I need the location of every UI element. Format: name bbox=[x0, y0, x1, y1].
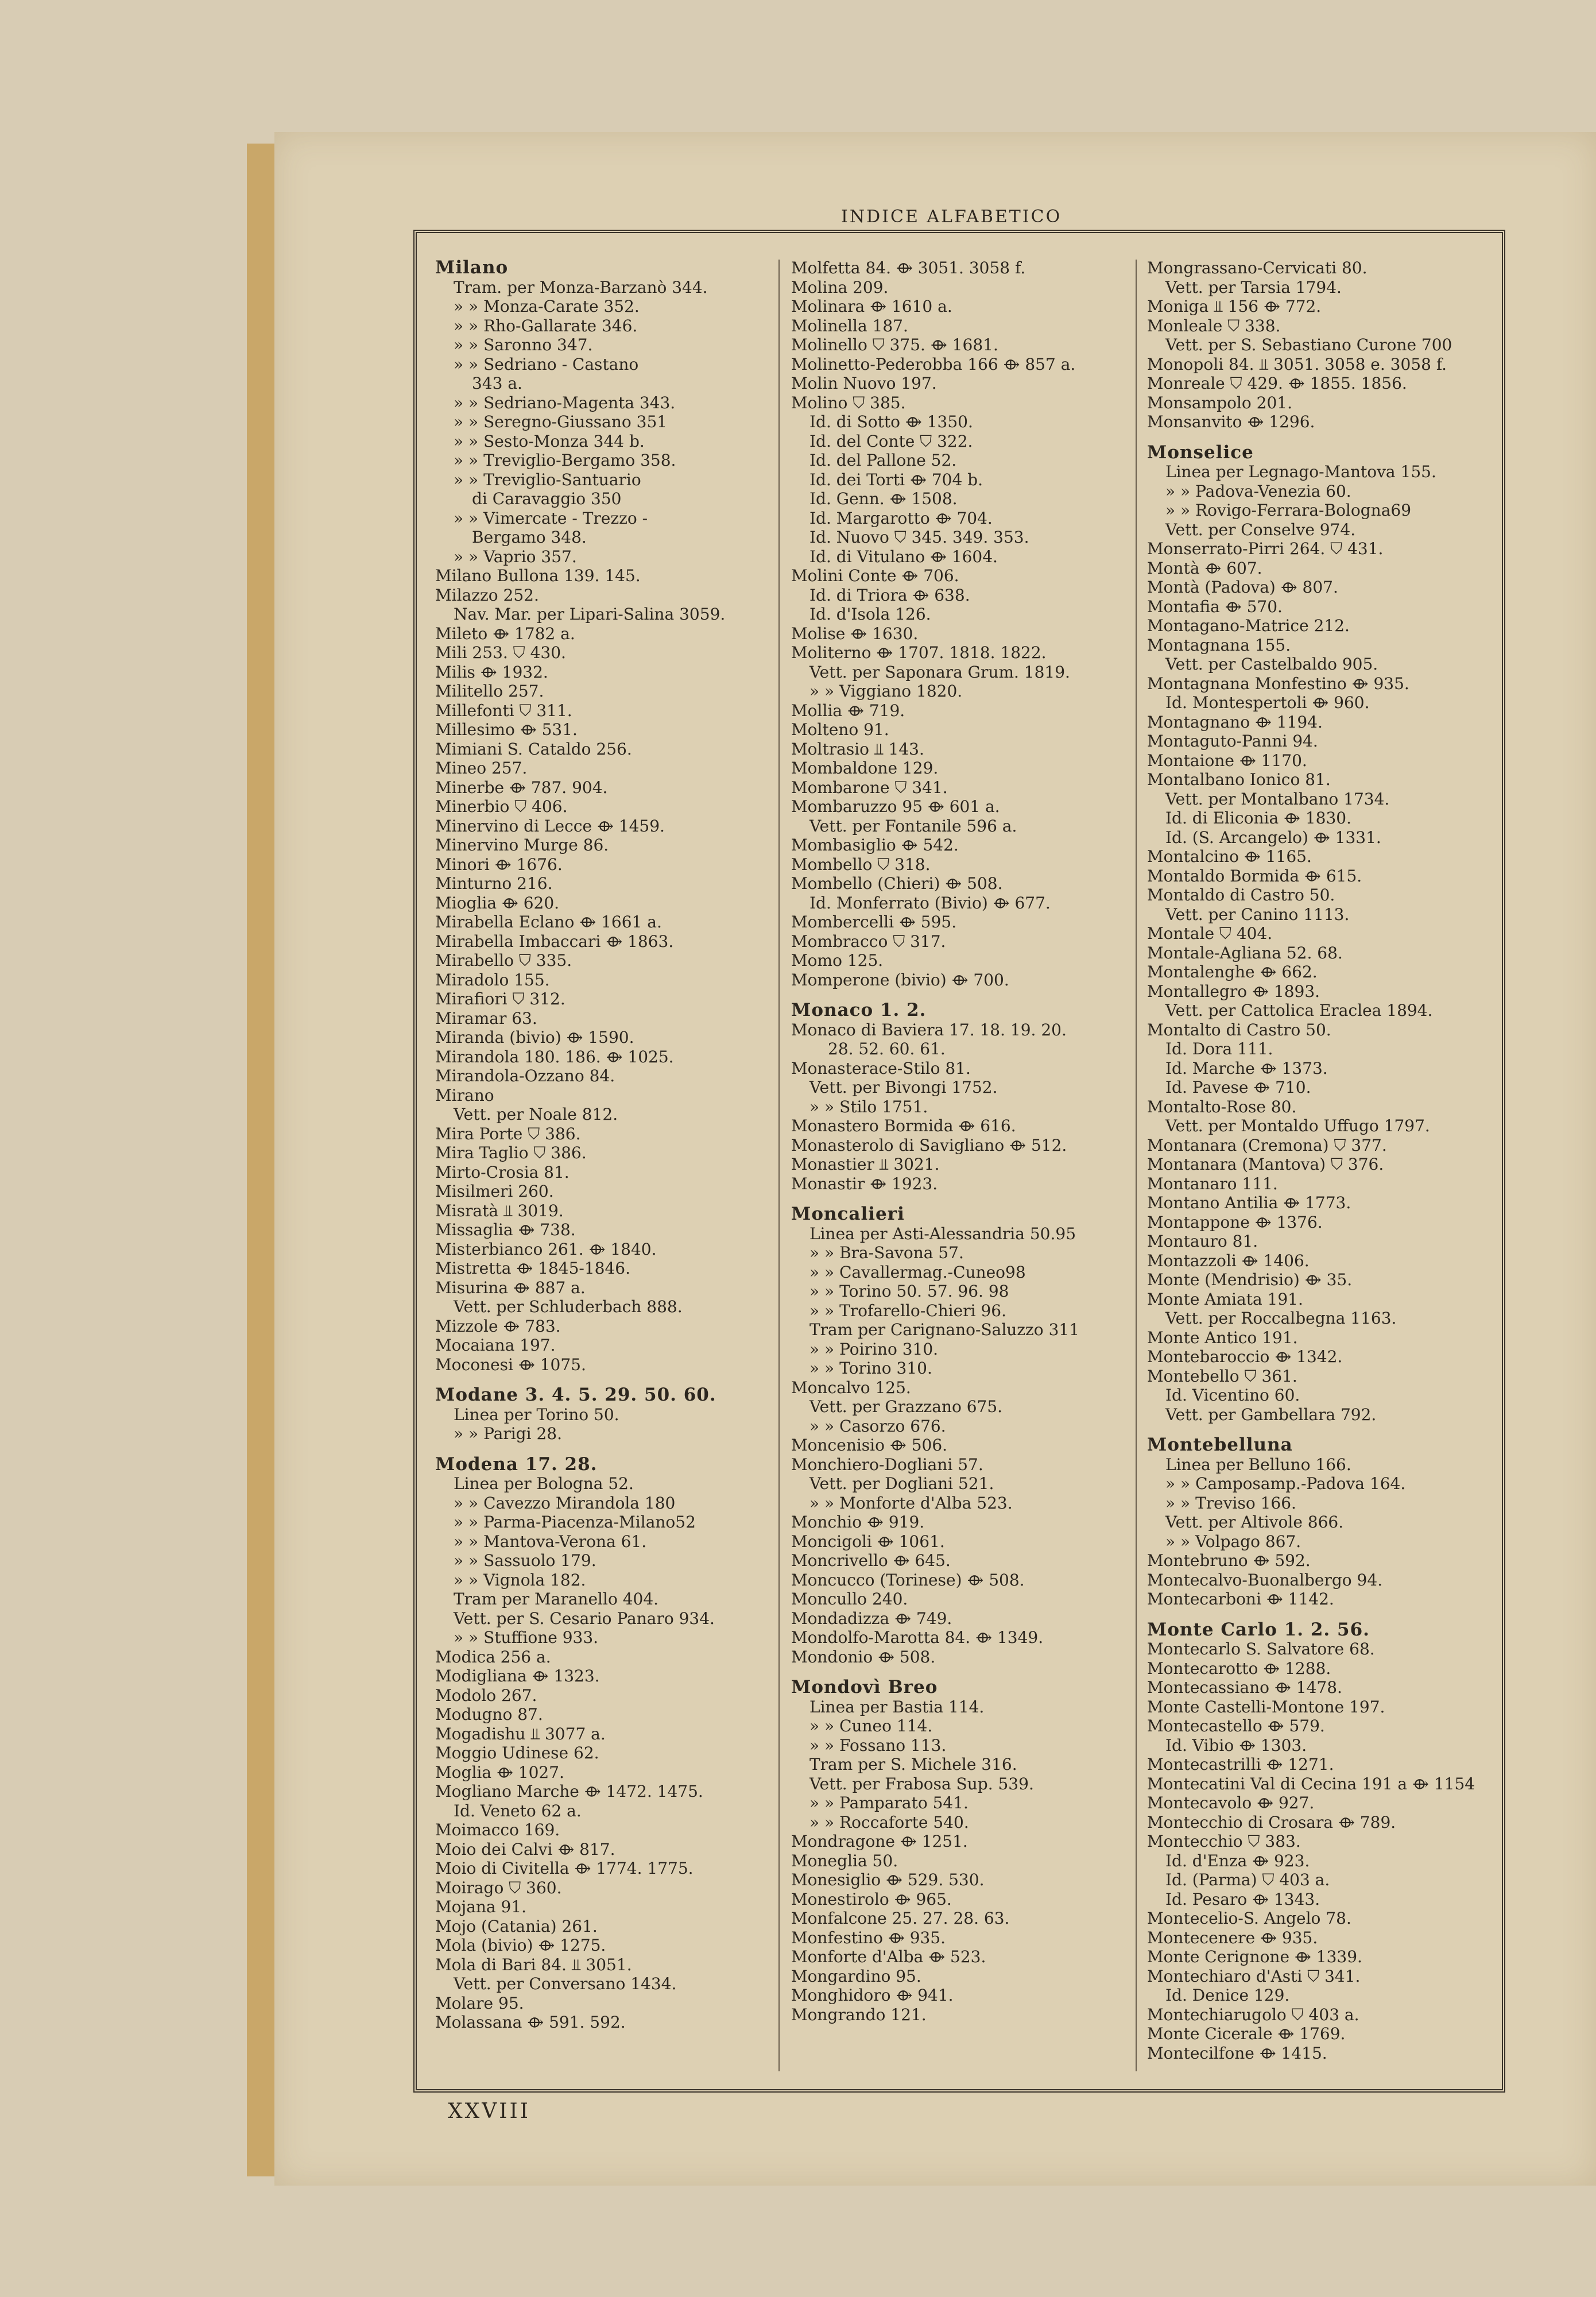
index-entry: Monsanvito ⟴ 1296. bbox=[1147, 412, 1315, 431]
index-entry: Mirabello ⛉ 335. bbox=[435, 951, 572, 970]
index-entry: Vett. per Schluderbach 888. bbox=[454, 1297, 683, 1316]
index-entry: Montecenere ⟴ 935. bbox=[1147, 1928, 1318, 1947]
index-entry: Montecarlo S. Salvatore 68. bbox=[1147, 1639, 1375, 1658]
index-entry: Montecastrilli ⟴ 1271. bbox=[1147, 1755, 1334, 1774]
index-entry: Molteno 91. bbox=[791, 720, 889, 739]
index-entry: Linea per Torino 50. bbox=[454, 1405, 619, 1424]
index-entry: Moncalvo 125. bbox=[791, 1378, 911, 1397]
index-entry: » » Sedriano-Magenta 343. bbox=[454, 393, 676, 412]
index-entry: » » Cavallermag.-Cuneo98 bbox=[809, 1262, 1026, 1282]
index-entry: Mirafiori ⛉ 312. bbox=[435, 989, 565, 1008]
index-heading: Moncalieri bbox=[791, 1205, 905, 1224]
index-entry: Montechiaro d'Asti ⛉ 341. bbox=[1147, 1966, 1361, 1986]
index-entry: Molina 209. bbox=[791, 277, 889, 297]
index-entry: Monfestino ⟴ 935. bbox=[791, 1928, 946, 1947]
index-entry: Montecastello ⟴ 579. bbox=[1147, 1716, 1325, 1735]
index-entry: Modigliana ⟴ 1323. bbox=[435, 1666, 600, 1685]
index-entry: Mollia ⟴ 719. bbox=[791, 701, 905, 720]
index-entry: Mirano bbox=[435, 1085, 494, 1105]
index-entry: Mongrassano-Cervicati 80. bbox=[1147, 258, 1368, 277]
index-entry: Mogadishu ⫫ 3077 a. bbox=[435, 1724, 606, 1743]
index-entry: Montebaroccio ⟴ 1342. bbox=[1147, 1347, 1343, 1366]
index-entry: Mombercelli ⟴ 595. bbox=[791, 912, 957, 931]
index-entry: Moniga ⫫ 156 ⟴ 772. bbox=[1147, 297, 1322, 316]
index-entry: Montafia ⟴ 570. bbox=[1147, 597, 1283, 616]
index-entry: Molassana ⟴ 591. 592. bbox=[435, 2013, 626, 2032]
index-heading: Modane 3. 4. 5. 29. 50. 60. bbox=[435, 1386, 716, 1405]
index-entry: » » Saronno 347. bbox=[454, 335, 593, 354]
index-entry: Id. d'Enza ⟴ 923. bbox=[1165, 1851, 1310, 1870]
index-entry: Moconesi ⟴ 1075. bbox=[435, 1355, 586, 1374]
index-entry: Id. di Vitulano ⟴ 1604. bbox=[809, 547, 998, 566]
index-entry: Montauro 81. bbox=[1147, 1232, 1258, 1251]
index-entry: Minerbio ⛉ 406. bbox=[435, 797, 568, 816]
index-entry: Vett. per S. Sebastiano Curone 700 bbox=[1165, 335, 1452, 354]
index-entry: » » Stilo 1751. bbox=[809, 1097, 928, 1116]
index-entry: Moncigoli ⟴ 1061. bbox=[791, 1532, 945, 1551]
index-entry: » » Padova-Venezia 60. bbox=[1165, 481, 1351, 501]
index-column-1 bbox=[435, 258, 768, 2032]
index-entry: » » Monza-Carate 352. bbox=[454, 297, 640, 316]
index-entry: Moirago ⛉ 360. bbox=[435, 1878, 562, 1897]
index-entry: Id. Vicentino 60. bbox=[1165, 1386, 1300, 1405]
index-entry: Moneglia 50. bbox=[791, 1851, 898, 1870]
index-entry: Montanara (Cremona) ⛉ 377. bbox=[1147, 1135, 1387, 1155]
index-entry: Vett. per Canino 1113. bbox=[1165, 904, 1350, 924]
index-entry: 343 a. bbox=[472, 374, 522, 393]
index-entry: Monsampolo 201. bbox=[1147, 393, 1293, 412]
index-entry: Mirandola-Ozzano 84. bbox=[435, 1066, 615, 1085]
index-heading: Modena 17. 28. bbox=[435, 1455, 598, 1474]
index-entry: Mombello (Chieri) ⟴ 508. bbox=[791, 874, 1003, 893]
index-entry: » » Volpago 867. bbox=[1165, 1532, 1301, 1551]
index-entry: Monleale ⛉ 338. bbox=[1147, 316, 1281, 335]
index-heading: Monselice bbox=[1147, 443, 1254, 462]
index-entry: Molino ⛉ 385. bbox=[791, 393, 906, 412]
index-entry: » » Cuneo 114. bbox=[809, 1716, 933, 1735]
index-entry: » » Casorzo 676. bbox=[809, 1416, 946, 1436]
index-entry: » » Stuffione 933. bbox=[454, 1628, 599, 1647]
index-entry: Id. (S. Arcangelo) ⟴ 1331. bbox=[1165, 827, 1381, 847]
index-entry: Monaco di Baviera 17. 18. 19. 20. bbox=[791, 1020, 1067, 1039]
index-entry: Mizzole ⟴ 783. bbox=[435, 1316, 561, 1336]
index-entry: Mimiani S. Cataldo 256. bbox=[435, 739, 632, 759]
index-entry: Mira Taglio ⛉ 386. bbox=[435, 1143, 587, 1162]
index-entry: Misratà ⫫ 3019. bbox=[435, 1201, 564, 1220]
index-entry: Modugno 87. bbox=[435, 1705, 543, 1724]
index-entry: » » Fossano 113. bbox=[809, 1735, 947, 1755]
index-entry: Montagnano ⟴ 1194. bbox=[1147, 712, 1323, 732]
index-entry: Milis ⟴ 1932. bbox=[435, 662, 548, 682]
index-entry: Moncucco (Torinese) ⟴ 508. bbox=[791, 1570, 1025, 1590]
index-heading: Monaco 1. 2. bbox=[791, 1001, 927, 1020]
index-entry: Mombaruzzo 95 ⟴ 601 a. bbox=[791, 797, 1000, 816]
index-column-2 bbox=[791, 258, 1127, 2024]
index-entry: Linea per Bologna 52. bbox=[454, 1474, 634, 1493]
index-entry: Montebello ⛉ 361. bbox=[1147, 1366, 1297, 1386]
index-entry: Montebruno ⟴ 592. bbox=[1147, 1551, 1311, 1570]
index-entry: Momo 125. bbox=[791, 951, 884, 970]
index-entry: » » Vignola 182. bbox=[454, 1570, 586, 1590]
index-entry: Moncenisio ⟴ 506. bbox=[791, 1436, 948, 1455]
index-entry: » » Monforte d'Alba 523. bbox=[809, 1493, 1013, 1513]
index-entry: Mojana 91. bbox=[435, 1897, 527, 1916]
index-entry: Montalbano Ionico 81. bbox=[1147, 770, 1331, 789]
index-entry: Minerbe ⟴ 787. 904. bbox=[435, 778, 608, 797]
index-entry: Montecchio ⛉ 383. bbox=[1147, 1832, 1301, 1851]
index-entry: Tram per S. Michele 316. bbox=[809, 1755, 1017, 1774]
index-entry: Montecilfone ⟴ 1415. bbox=[1147, 2043, 1327, 2063]
index-entry: Vett. per Gambellara 792. bbox=[1165, 1405, 1377, 1424]
index-entry: Mondonio ⟴ 508. bbox=[791, 1647, 936, 1666]
index-entry: Id. Montespertoli ⟴ 960. bbox=[1165, 693, 1370, 712]
index-entry: Misterbianco 261. ⟴ 1840. bbox=[435, 1239, 657, 1259]
index-entry: Montechiarugolo ⛉ 403 a. bbox=[1147, 2005, 1359, 2024]
index-entry: Montale-Agliana 52. 68. bbox=[1147, 943, 1343, 962]
index-entry: Montà ⟴ 607. bbox=[1147, 558, 1262, 578]
index-entry: » » Vaprio 357. bbox=[454, 547, 577, 566]
index-entry: » » Treviso 166. bbox=[1165, 1493, 1296, 1513]
index-entry: Vett. per Grazzano 675. bbox=[809, 1397, 1003, 1416]
index-entry: Mocaiana 197. bbox=[435, 1336, 556, 1355]
index-entry: Modolo 267. bbox=[435, 1685, 537, 1705]
index-entry: Id. (Parma) ⛉ 403 a. bbox=[1165, 1870, 1330, 1889]
index-entry: Vett. per Montalbano 1734. bbox=[1165, 789, 1390, 809]
index-entry: Mirto-Crosia 81. bbox=[435, 1162, 570, 1182]
index-entry: Monesiglio ⟴ 529. 530. bbox=[791, 1870, 985, 1889]
index-entry: Mirabella Imbaccari ⟴ 1863. bbox=[435, 931, 674, 951]
index-entry: Id. di Eliconia ⟴ 1830. bbox=[1165, 809, 1352, 827]
index-entry: Minervino Murge 86. bbox=[435, 836, 609, 854]
index-entry: Monte Amiata 191. bbox=[1147, 1289, 1303, 1309]
index-entry: Vett. per Cattolica Eraclea 1894. bbox=[1165, 1001, 1433, 1020]
index-entry: Montallegro ⟴ 1893. bbox=[1147, 981, 1320, 1001]
index-entry: Montecatini Val di Cecina 191 a ⟴ 1154 bbox=[1147, 1774, 1475, 1793]
index-entry: Molinara ⟴ 1610 a. bbox=[791, 297, 952, 316]
index-entry: Monte Castelli-Montone 197. bbox=[1147, 1697, 1385, 1716]
index-entry: Montalenghe ⟴ 662. bbox=[1147, 962, 1318, 981]
index-entry: Mira Porte ⛉ 386. bbox=[435, 1124, 581, 1143]
index-entry: Id. Pavese ⟴ 710. bbox=[1165, 1078, 1311, 1097]
index-heading: Milano bbox=[435, 258, 509, 278]
index-entry: » » Rho-Gallarate 346. bbox=[454, 316, 638, 335]
index-entry: Tram. per Monza-Barzanò 344. bbox=[454, 277, 708, 297]
index-entry: Mogliano Marche ⟴ 1472. 1475. bbox=[435, 1782, 703, 1801]
index-entry: Monte Antico 191. bbox=[1147, 1328, 1298, 1347]
index-entry: » » Seregno-Giussano 351 bbox=[454, 412, 668, 431]
index-entry: Monte (Mendrisio) ⟴ 35. bbox=[1147, 1270, 1353, 1289]
index-entry: Millesimo ⟴ 531. bbox=[435, 720, 578, 739]
index-entry: Molin Nuovo 197. bbox=[791, 374, 937, 393]
index-entry: Monasterace-Stilo 81. bbox=[791, 1058, 971, 1078]
index-entry: Monasterolo di Savigliano ⟴ 512. bbox=[791, 1135, 1067, 1155]
index-entry: » » Roccaforte 540. bbox=[809, 1812, 969, 1832]
index-entry: » » Rovigo-Ferrara-Bologna69 bbox=[1165, 501, 1412, 520]
index-entry: Misilmeri 260. bbox=[435, 1182, 554, 1201]
index-entry: 28. 52. 60. 61. bbox=[828, 1039, 946, 1058]
index-entry: Milano Bullona 139. 145. bbox=[435, 566, 641, 585]
page-number: XXVIII bbox=[448, 2099, 530, 2123]
index-entry: Vett. per Tarsia 1794. bbox=[1165, 277, 1342, 297]
column-rule bbox=[778, 260, 780, 2071]
index-entry: Montecchio di Crosara ⟴ 789. bbox=[1147, 1812, 1396, 1832]
index-entry: Monopoli 84. ⫫ 3051. 3058 e. 3058 f. bbox=[1147, 354, 1447, 374]
index-entry: Monastero Bormida ⟴ 616. bbox=[791, 1116, 1016, 1135]
index-entry: Montaione ⟴ 1170. bbox=[1147, 751, 1307, 770]
index-entry: Montale ⛉ 404. bbox=[1147, 924, 1273, 943]
index-entry: Vett. per Conselve 974. bbox=[1165, 520, 1356, 539]
index-entry: Montagnana 155. bbox=[1147, 635, 1291, 655]
index-entry: Id. Dora 111. bbox=[1165, 1039, 1273, 1058]
index-entry: Monchio ⟴ 919. bbox=[791, 1513, 925, 1532]
index-entry: Vett. per Dogliani 521. bbox=[809, 1474, 994, 1493]
index-entry: Momperone (bivio) ⟴ 700. bbox=[791, 970, 1009, 989]
index-entry: Monfalcone 25. 27. 28. 63. bbox=[791, 1909, 1010, 1928]
index-entry: Montanaro 111. bbox=[1147, 1174, 1278, 1193]
index-entry: Id. Vibio ⟴ 1303. bbox=[1165, 1735, 1307, 1755]
index-entry: Montano Antilia ⟴ 1773. bbox=[1147, 1193, 1351, 1212]
index-entry: Mondragone ⟴ 1251. bbox=[791, 1832, 968, 1851]
index-entry: Id. d'Isola 126. bbox=[809, 605, 931, 624]
index-heading: Monte Carlo 1. 2. 56. bbox=[1147, 1620, 1370, 1639]
index-entry: Vett. per Frabosa Sup. 539. bbox=[809, 1774, 1034, 1793]
index-entry: Mondolfo-Marotta 84. ⟴ 1349. bbox=[791, 1628, 1044, 1647]
index-entry: Mombarone ⛉ 341. bbox=[791, 778, 948, 797]
index-entry: » » Viggiano 1820. bbox=[809, 682, 963, 701]
index-entry: Id. Nuovo ⛉ 345. 349. 353. bbox=[809, 528, 1029, 547]
index-entry: » » Pamparato 541. bbox=[809, 1793, 969, 1812]
index-entry: » » Trofarello-Chieri 96. bbox=[809, 1301, 1006, 1320]
index-entry: Bergamo 348. bbox=[472, 528, 587, 547]
index-entry: Linea per Legnago-Mantova 155. bbox=[1165, 462, 1436, 481]
index-entry: Monastier ⫫ 3021. bbox=[791, 1155, 940, 1174]
index-entry: Mojo (Catania) 261. bbox=[435, 1916, 598, 1936]
index-entry: » » Vimercate - Trezzo - bbox=[454, 508, 648, 528]
index-entry: Montecarotto ⟴ 1288. bbox=[1147, 1658, 1331, 1678]
index-entry: Millefonti ⛉ 311. bbox=[435, 701, 572, 720]
index-entry: Montecarboni ⟴ 1142. bbox=[1147, 1590, 1334, 1608]
index-entry: Id. Marche ⟴ 1373. bbox=[1165, 1058, 1328, 1078]
index-entry: Vett. per Montaldo Uffugo 1797. bbox=[1165, 1116, 1430, 1135]
index-entry: Tram per Carignano-Saluzzo 311 bbox=[809, 1320, 1080, 1339]
index-entry: Moltrasio ⫫ 143. bbox=[791, 739, 924, 759]
index-entry: » » Bra-Savona 57. bbox=[809, 1243, 964, 1262]
index-entry: Mombasiglio ⟴ 542. bbox=[791, 836, 959, 854]
index-entry: Monestirolo ⟴ 965. bbox=[791, 1889, 952, 1909]
index-column-3 bbox=[1147, 258, 1489, 2063]
index-entry: Mineo 257. bbox=[435, 759, 528, 778]
index-entry: » » Poirino 310. bbox=[809, 1339, 939, 1359]
index-entry: Mirabella Eclano ⟴ 1661 a. bbox=[435, 912, 662, 931]
index-entry: Minervino di Lecce ⟴ 1459. bbox=[435, 816, 665, 836]
index-entry: Minturno 216. bbox=[435, 874, 553, 893]
index-entry: Monforte d'Alba ⟴ 523. bbox=[791, 1947, 986, 1966]
index-entry: Monte Cicerale ⟴ 1769. bbox=[1147, 2024, 1346, 2043]
index-entry: Vett. per S. Cesario Panaro 934. bbox=[454, 1608, 715, 1628]
index-entry: Miramar 63. bbox=[435, 1008, 537, 1028]
page-header: INDICE ALFABETICO bbox=[841, 207, 1062, 227]
index-entry: » » Sedriano - Castano bbox=[454, 354, 639, 374]
index-entry: Militello 257. bbox=[435, 682, 544, 701]
index-entry: Moggio Udinese 62. bbox=[435, 1743, 599, 1762]
index-entry: Id. Monferrato (Bivio) ⟴ 677. bbox=[809, 893, 1051, 912]
index-entry: Molfetta 84. ⟴ 3051. 3058 f. bbox=[791, 258, 1026, 277]
index-entry: Vett. per Noale 812. bbox=[454, 1105, 618, 1124]
index-entry: » » Parigi 28. bbox=[454, 1424, 562, 1443]
index-entry: Id. Veneto 62 a. bbox=[454, 1801, 582, 1820]
index-entry: Mola (bivio) ⟴ 1275. bbox=[435, 1936, 606, 1955]
index-entry: Vett. per Fontanile 596 a. bbox=[809, 816, 1017, 836]
index-entry: Linea per Bastia 114. bbox=[809, 1697, 985, 1716]
index-entry: Molini Conte ⟴ 706. bbox=[791, 566, 959, 585]
index-entry: Id. del Pallone 52. bbox=[809, 451, 957, 470]
index-entry: Montazzoli ⟴ 1406. bbox=[1147, 1251, 1310, 1270]
index-entry: Id. Denice 129. bbox=[1165, 1986, 1290, 2005]
index-entry: Nav. Mar. per Lipari-Salina 3059. bbox=[454, 605, 726, 624]
index-entry: Missaglia ⟴ 738. bbox=[435, 1220, 576, 1239]
index-entry: Moio dei Calvi ⟴ 817. bbox=[435, 1839, 615, 1859]
index-entry: Miradolo 155. bbox=[435, 970, 550, 989]
index-entry: Molinetto-Pederobba 166 ⟴ 857 a. bbox=[791, 354, 1076, 374]
index-entry: » » Treviglio-Bergamo 358. bbox=[454, 451, 676, 470]
index-entry: Vett. per Conversano 1434. bbox=[454, 1974, 677, 1993]
index-entry: Mirandola 180. 186. ⟴ 1025. bbox=[435, 1047, 674, 1066]
index-entry: Montanara (Mantova) ⛉ 376. bbox=[1147, 1155, 1384, 1174]
index-entry: Vett. per Castelbaldo 905. bbox=[1165, 655, 1378, 674]
index-entry: » » Cavezzo Mirandola 180 bbox=[454, 1493, 676, 1513]
index-entry: Montagnana Monfestino ⟴ 935. bbox=[1147, 674, 1409, 693]
index-heading: Mondovì Breo bbox=[791, 1678, 938, 1697]
index-entry: Mileto ⟴ 1782 a. bbox=[435, 624, 575, 643]
index-entry: Monchiero-Dogliani 57. bbox=[791, 1455, 983, 1474]
index-entry: Monreale ⛉ 429. ⟴ 1855. 1856. bbox=[1147, 374, 1407, 393]
index-entry: Montalto-Rose 80. bbox=[1147, 1097, 1297, 1116]
index-entry: Vett. per Bivongi 1752. bbox=[809, 1078, 998, 1097]
index-entry: » » Torino 310. bbox=[809, 1359, 932, 1378]
index-entry: Moliterno ⟴ 1707. 1818. 1822. bbox=[791, 643, 1047, 662]
index-entry: » » Torino 50. 57. 96. 98 bbox=[809, 1282, 1009, 1301]
index-entry: Montecelio-S. Angelo 78. bbox=[1147, 1909, 1351, 1928]
index-entry: Montalto di Castro 50. bbox=[1147, 1020, 1331, 1039]
index-entry: Linea per Belluno 166. bbox=[1165, 1455, 1351, 1474]
index-entry: Montaldo Bormida ⟴ 615. bbox=[1147, 866, 1362, 885]
index-entry: » » Parma-Piacenza-Milano52 bbox=[454, 1513, 696, 1532]
index-entry: Mistretta ⟴ 1845-1846. bbox=[435, 1259, 631, 1278]
index-entry: Molinello ⛉ 375. ⟴ 1681. bbox=[791, 335, 998, 354]
index-entry: » » Treviglio-Santuario bbox=[454, 470, 641, 489]
index-entry: Monghidoro ⟴ 941. bbox=[791, 1986, 954, 2005]
index-entry: Mombello ⛉ 318. bbox=[791, 854, 931, 874]
index-entry: » » Camposamp.-Padova 164. bbox=[1165, 1474, 1406, 1493]
index-entry: Mola di Bari 84. ⫫ 3051. bbox=[435, 1955, 632, 1974]
index-entry: di Caravaggio 350 bbox=[472, 489, 622, 508]
index-entry: Id. del Conte ⛉ 322. bbox=[809, 431, 973, 451]
index-entry: Id. Pesaro ⟴ 1343. bbox=[1165, 1889, 1320, 1909]
index-entry: Mondadizza ⟴ 749. bbox=[791, 1608, 952, 1628]
index-entry: Montagano-Matrice 212. bbox=[1147, 616, 1350, 635]
index-heading: Montebelluna bbox=[1147, 1436, 1293, 1455]
index-entry: Molare 95. bbox=[435, 1993, 524, 2013]
index-entry: Mongardino 95. bbox=[791, 1966, 921, 1986]
index-entry: Id. Margarotto ⟴ 704. bbox=[809, 508, 993, 528]
index-entry: Montalcino ⟴ 1165. bbox=[1147, 847, 1312, 866]
index-entry: Mongrando 121. bbox=[791, 2005, 927, 2024]
index-entry: Miranda (bivio) ⟴ 1590. bbox=[435, 1028, 634, 1047]
index-entry: Minori ⟴ 1676. bbox=[435, 854, 563, 874]
index-entry: Moncrivello ⟴ 645. bbox=[791, 1551, 951, 1570]
index-entry: Moio di Civitella ⟴ 1774. 1775. bbox=[435, 1859, 694, 1878]
index-entry: Tram per Maranello 404. bbox=[454, 1590, 659, 1608]
index-entry: Montaguto-Panni 94. bbox=[1147, 732, 1318, 751]
index-entry: Id. di Sotto ⟴ 1350. bbox=[809, 412, 973, 431]
index-entry: Montappone ⟴ 1376. bbox=[1147, 1212, 1323, 1232]
index-entry: Moglia ⟴ 1027. bbox=[435, 1762, 564, 1782]
index-entry: Modica 256 a. bbox=[435, 1647, 551, 1666]
index-entry: Monastir ⟴ 1923. bbox=[791, 1174, 938, 1193]
index-entry: Moimacco 169. bbox=[435, 1820, 560, 1839]
index-entry: Montecavolo ⟴ 927. bbox=[1147, 1793, 1315, 1812]
index-entry: Mioglia ⟴ 620. bbox=[435, 893, 560, 912]
index-entry: Id. Genn. ⟴ 1508. bbox=[809, 489, 958, 508]
index-entry: Mili 253. ⛉ 430. bbox=[435, 643, 566, 662]
index-entry: » » Mantova-Verona 61. bbox=[454, 1532, 647, 1551]
index-entry: Monserrato-Pirri 264. ⛉ 431. bbox=[1147, 539, 1384, 558]
index-entry: Vett. per Altivole 866. bbox=[1165, 1513, 1344, 1532]
index-entry: Montaldo di Castro 50. bbox=[1147, 885, 1335, 904]
index-entry: » » Sassuolo 179. bbox=[454, 1551, 596, 1570]
index-entry: » » Sesto-Monza 344 b. bbox=[454, 431, 645, 451]
index-entry: Vett. per Saponara Grum. 1819. bbox=[809, 662, 1070, 682]
index-entry: Monte Cerignone ⟴ 1339. bbox=[1147, 1947, 1362, 1966]
index-entry: Linea per Asti-Alessandria 50.95 bbox=[809, 1224, 1076, 1243]
index-entry: Misurina ⟴ 887 a. bbox=[435, 1278, 586, 1297]
index-entry: Mombracco ⛉ 317. bbox=[791, 931, 946, 951]
index-entry: Molinella 187. bbox=[791, 316, 908, 335]
index-entry: Id. dei Torti ⟴ 704 b. bbox=[809, 470, 983, 489]
index-entry: Vett. per Roccalbegna 1163. bbox=[1165, 1309, 1397, 1328]
index-entry: Montà (Padova) ⟴ 807. bbox=[1147, 578, 1338, 597]
index-entry: Montecassiano ⟴ 1478. bbox=[1147, 1678, 1342, 1697]
index-entry: Molise ⟴ 1630. bbox=[791, 624, 919, 643]
index-entry: Mombaldone 129. bbox=[791, 759, 939, 778]
index-entry: Milazzo 252. bbox=[435, 585, 539, 605]
column-rule bbox=[1136, 260, 1137, 2071]
index-entry: Moncullo 240. bbox=[791, 1590, 908, 1608]
index-entry: Id. di Triora ⟴ 638. bbox=[809, 585, 970, 605]
index-entry: Montecalvo-Buonalbergo 94. bbox=[1147, 1570, 1383, 1590]
